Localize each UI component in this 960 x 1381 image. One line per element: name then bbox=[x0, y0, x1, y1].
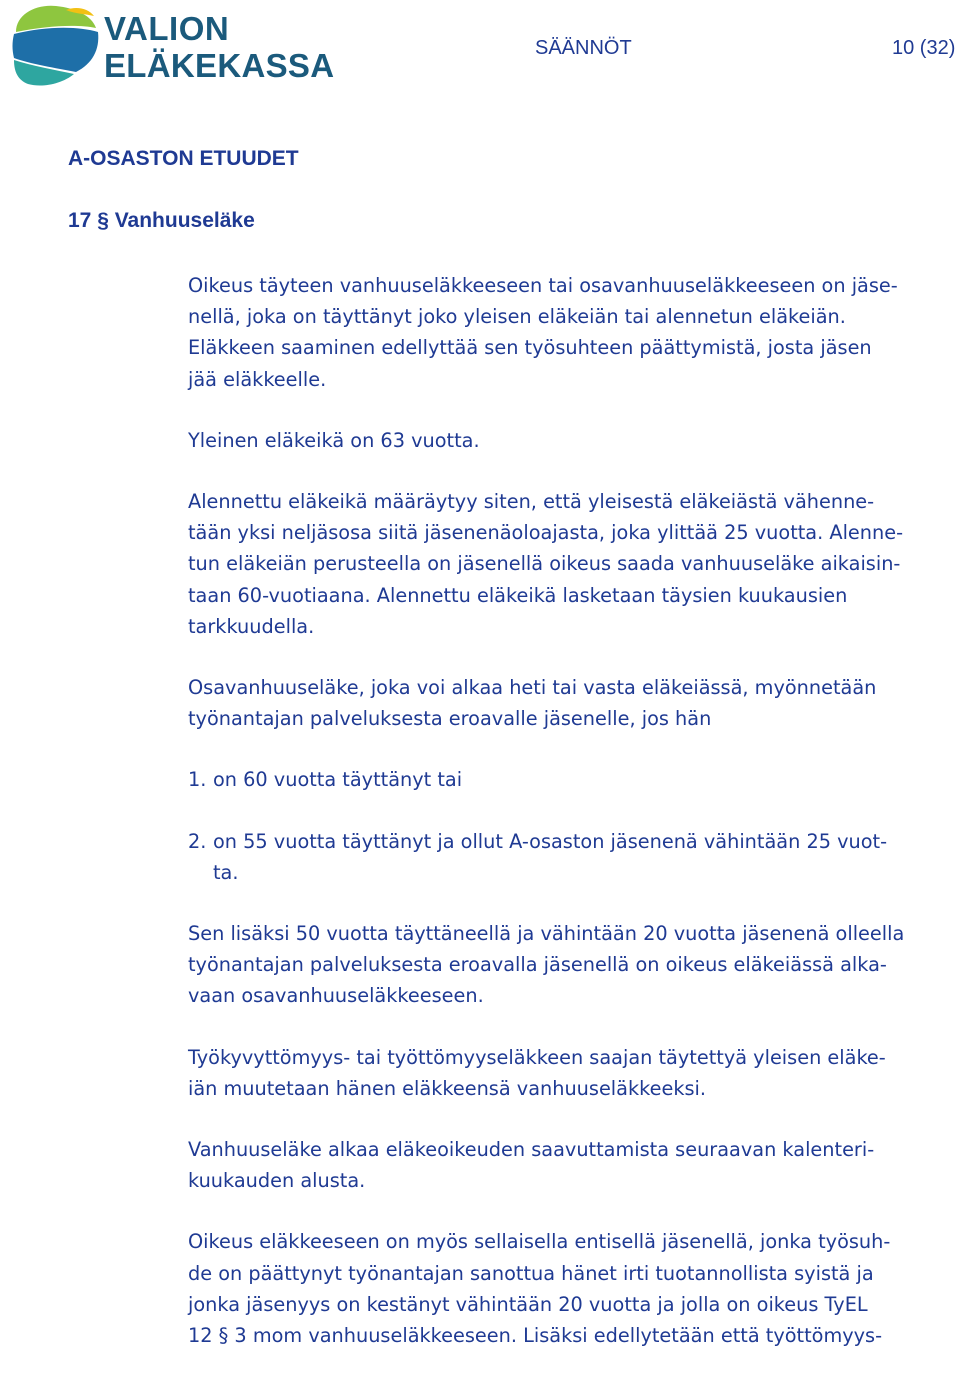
text-line: jää eläkkeelle. bbox=[188, 367, 327, 391]
page-number: 10 (32) bbox=[892, 37, 956, 59]
text-line: Alennettu eläkeikä määräytyy siten, että yleisestä eläkeiästä vähenne- bbox=[188, 490, 875, 514]
list-item bbox=[188, 764, 948, 795]
text-line: Oikeus täyteen vanhuuseläkkeeseen tai osavanhuuseläkkeeseen on jäse- bbox=[188, 274, 898, 297]
text-line: työnantajan palveluksesta eroavalle jäsenelle, jos hän bbox=[188, 707, 712, 731]
valion-elakekassa-logo bbox=[6, 2, 336, 90]
list-item-number: 1. bbox=[188, 768, 207, 792]
text-line: on 55 vuotta täyttänyt ja ollut A-osaston jäsenenä vähintään 25 vuot- bbox=[213, 829, 888, 853]
list-item bbox=[188, 826, 948, 888]
paragraph-start bbox=[188, 1134, 948, 1196]
text-line: vaan osavanhuuseläkkeeseen. bbox=[188, 984, 484, 1008]
text-line: työnantajan palveluksesta eroavalla jäsenellä on oikeus eläkeiässä alka- bbox=[188, 953, 887, 977]
text-line: Sen lisäksi 50 vuotta täyttäneellä ja vähintään 20 vuotta jäsenenä olleella bbox=[188, 922, 905, 946]
text-line: Työkyvyttömyys- tai työttömyyseläkkeen saajan täytettyä yleisen eläke- bbox=[188, 1045, 886, 1069]
paragraph-partial-pension bbox=[188, 672, 948, 734]
paragraph-conversion bbox=[188, 1042, 948, 1104]
text-line: Eläkkeen saaminen edellyttää sen työsuhteen päättymistä, josta jäsen bbox=[188, 336, 872, 360]
paragraph-title: 17 § Vanhuuseläke bbox=[68, 209, 255, 232]
text-line: tun eläkeiän perusteella on jäsenellä oikeus saada vanhuuseläke aikaisin- bbox=[188, 552, 901, 576]
text-line: Yleinen eläkeikä on 63 vuotta. bbox=[188, 428, 480, 452]
logo-mark-icon bbox=[6, 2, 102, 90]
text-line: iän muutetaan hänen eläkkeensä vanhuuseläkkeeksi. bbox=[188, 1076, 707, 1100]
text-line: ta. bbox=[213, 860, 239, 884]
document-body bbox=[188, 270, 948, 1381]
paragraph-reduced-age bbox=[188, 486, 948, 642]
text-line: Vanhuuseläke alkaa eläkeoikeuden saavuttamista seuraavan kalenteri- bbox=[188, 1138, 875, 1162]
section-title: A-OSASTON ETUUDET bbox=[68, 147, 299, 170]
text-line: 12 § 3 mom vanhuuseläkkeeseen. Lisäksi edellytetään että työttömyys- bbox=[188, 1324, 883, 1348]
text-line: nellä, joka on täyttänyt joko yleisen eläkeiän tai alennetun eläkeiän. bbox=[188, 305, 846, 329]
paragraph-entitlement bbox=[188, 270, 948, 395]
logo-text-line1: VALION bbox=[104, 10, 230, 47]
text-line: kuukauden alusta. bbox=[188, 1169, 366, 1193]
paragraph-former-member bbox=[188, 1226, 948, 1351]
text-line: jonka jäsenyys on kestänyt vähintään 20 vuotta ja jolla on oikeus TyEL bbox=[188, 1292, 868, 1316]
logo-text-line2: ELÄKEKASSA bbox=[104, 47, 335, 84]
text-line: de on päättynyt työnantajan sanottua hänet irti tuotannollista syistä ja bbox=[188, 1261, 874, 1285]
text-line: Oikeus eläkkeeseen on myös sellaisella entisellä jäsenellä, jonka työsuh- bbox=[188, 1230, 891, 1254]
text-line: taan 60-vuotiaana. Alennettu eläkeikä lasketaan täysien kuukausien bbox=[188, 583, 848, 607]
list-item-number: 2. bbox=[188, 829, 207, 853]
text-line: tarkkuudella. bbox=[188, 614, 315, 638]
paragraph-additional bbox=[188, 918, 948, 1012]
text-line: Osavanhuuseläke, joka voi alkaa heti tai vasta eläkeiässä, myönnetään bbox=[188, 676, 877, 700]
text-line: tään yksi neljäsosa siitä jäsenenäoloajasta, joka ylittää 25 vuotta. Alenne- bbox=[188, 521, 904, 545]
document-title: SÄÄNNÖT bbox=[535, 37, 632, 59]
paragraph-general-age bbox=[188, 425, 948, 456]
text-line: on 60 vuotta täyttänyt tai bbox=[213, 768, 463, 792]
